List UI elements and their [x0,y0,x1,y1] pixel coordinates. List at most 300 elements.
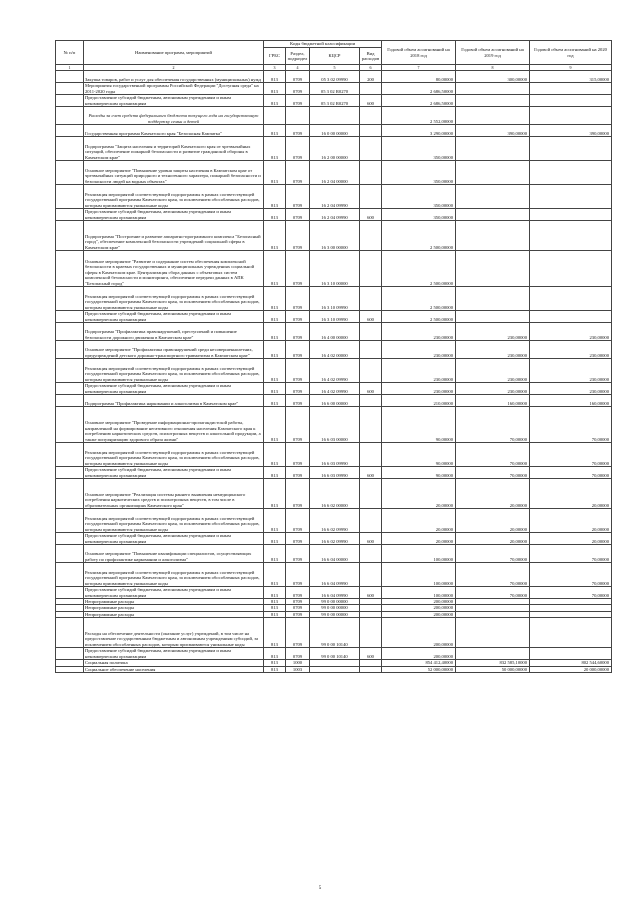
grbs-cell: 813 [264,533,286,545]
csr-cell: 16 6 04 00000 [310,545,360,563]
grbs-cell: 813 [264,359,286,383]
amount-2018-cell: 2 500,00000 [382,311,456,323]
csr-cell: 99 0 00 10140 [310,618,360,648]
amount-2019-cell [456,209,530,221]
razdel-cell: 0709 [286,71,310,83]
csr-cell: 16 6 02 00000 [310,479,360,509]
amount-2018-cell: 2 500,00000 [382,221,456,251]
amount-2019-cell: 160,00000 [456,395,530,407]
csr-cell: 99 0 00 10140 [310,648,360,660]
amount-2019-cell [456,221,530,251]
amount-2020-cell: 70,00000 [530,545,612,563]
vr-cell [360,666,382,672]
header-2019: Годовой объем ассигнований на 2019 год [456,41,530,65]
vr-cell [360,563,382,587]
grbs-cell: 813 [264,467,286,479]
amount-2020-cell: 70,00000 [530,467,612,479]
vr-cell: 600 [360,467,382,479]
table-row [56,383,612,395]
razdel-cell: 0709 [286,533,310,545]
csr-cell: 05 3 02 R0270 [310,95,360,107]
amount-2019-cell [456,137,530,161]
csr-cell: 16 3 10 09990 [310,287,360,311]
vr-cell [360,407,382,443]
header-csr: КЦСР [310,48,360,65]
razdel-cell: 0709 [286,395,310,407]
row-name-cell: Предоставление субсидий бюджетным, автономным учреждениям и иным некоммерческим организациям [84,95,264,107]
table-row [56,251,612,287]
amount-2020-cell: 802 544,60000 [530,660,612,666]
row-number-cell [56,509,84,533]
row-number-cell [56,545,84,563]
razdel-cell: 0709 [286,125,310,137]
row-name-cell: Основное мероприятие "Повышение уровня защиты населения в Камчатском крае от чрезвычайных ситуаций природного и техногенного характера, пожарной безопасности и безопасности людей на водных объектах" [84,161,264,185]
amount-2019-cell: 20,00000 [456,509,530,533]
amount-2019-cell: 20,00000 [456,533,530,545]
vr-cell [360,221,382,251]
row-number-cell [56,251,84,287]
vr-cell [360,107,382,125]
header-grbs: ГРБС [264,48,286,65]
amount-2018-cell: 210,00000 [382,395,456,407]
table-row [56,467,612,479]
row-number-cell [56,648,84,660]
vr-cell [360,443,382,467]
header-name: Наименование программ, мероприятий [84,41,264,65]
table-row [56,71,612,83]
vr-cell: 600 [360,209,382,221]
table-row [56,185,612,209]
row-name-cell: Непрограммные расходы [84,611,264,617]
razdel-cell: 0709 [286,341,310,359]
amount-2018-cell: 80,00000 [382,71,456,83]
razdel-cell: 0709 [286,599,310,605]
amount-2018-cell: 100,00000 [382,563,456,587]
index-cell: 2 [84,65,264,71]
csr-cell: 99 0 00 00000 [310,611,360,617]
amount-2020-cell [530,137,612,161]
table-row [56,83,612,95]
vr-cell [360,395,382,407]
csr-cell: 16 6 04 09990 [310,587,360,599]
budget-table-sheet [55,40,611,673]
grbs-cell: 813 [264,251,286,287]
amount-2020-cell: 20 000,00000 [530,666,612,672]
grbs-cell: 813 [264,563,286,587]
row-number-cell [56,137,84,161]
amount-2020-cell: 230,00000 [530,383,612,395]
razdel-cell: 0709 [286,509,310,533]
amount-2019-cell: 832 585,10000 [456,660,530,666]
table-row [56,323,612,341]
header-num: № п/п [56,41,84,65]
amount-2020-cell: 315,00000 [530,71,612,83]
csr-cell: 16 3 10 09990 [310,311,360,323]
razdel-cell: 0709 [286,479,310,509]
table-row [56,479,612,509]
amount-2019-cell [456,618,530,648]
amount-2018-cell: 350,00000 [382,161,456,185]
amount-2020-cell [530,185,612,209]
razdel-cell: 0709 [286,323,310,341]
amount-2018-cell: 52 000,00000 [382,666,456,672]
csr-cell: 16 3 10 00000 [310,251,360,287]
row-name-cell: Предоставление субсидий бюджетным, автономным учреждениям и иным некоммерческим организациям [84,209,264,221]
amount-2019-cell: 70,00000 [456,563,530,587]
vr-cell: 600 [360,648,382,660]
razdel-cell: 0709 [286,545,310,563]
row-number-cell [56,383,84,395]
grbs-cell [264,107,286,125]
amount-2018-cell: 200,00000 [382,648,456,660]
grbs-cell: 813 [264,611,286,617]
razdel-cell: 0709 [286,407,310,443]
row-number-cell [56,407,84,443]
row-name-cell: Реализация мероприятий соответствующей подпрограммы в рамках соответствующей государственной программы Камчатского края, за исключением обособленных расходов, которым присваиваются уникальные коды [84,185,264,209]
razdel-cell: 0709 [286,161,310,185]
row-name-cell: Социальное обеспечение населения [84,666,264,672]
vr-cell [360,509,382,533]
table-body [56,71,612,673]
vr-cell: 600 [360,383,382,395]
amount-2020-cell: 70,00000 [530,587,612,599]
grbs-cell: 813 [264,545,286,563]
amount-2020-cell: 160,00000 [530,395,612,407]
index-cell: 4 [286,65,310,71]
amount-2019-cell: 50 000,00000 [456,666,530,672]
csr-cell: 16 6 03 09990 [310,467,360,479]
grbs-cell: 813 [264,618,286,648]
row-name-cell: Подпрограмма "Защита населения и территорий Камчатского края от чрезвычайных ситуаций, обеспечение пожарной безопасности и развитие гражданской обороны в Камчатском крае" [84,137,264,161]
amount-2019-cell: 230,00000 [456,383,530,395]
vr-cell [360,618,382,648]
table-row [56,443,612,467]
row-name-cell: Предоставление субсидий бюджетным, автономным учреждениям и иным некоммерческим организациям [84,533,264,545]
grbs-cell: 813 [264,71,286,83]
amount-2019-cell: 20,00000 [456,479,530,509]
amount-2018-cell: 90,00000 [382,467,456,479]
csr-cell: 16 4 02 09990 [310,383,360,395]
csr-cell: 16 6 04 09990 [310,563,360,587]
razdel-cell: 0709 [286,83,310,95]
amount-2019-cell: 70,00000 [456,467,530,479]
row-number-cell [56,443,84,467]
vr-cell [360,137,382,161]
razdel-cell: 1000 [286,660,310,666]
grbs-cell: 813 [264,648,286,660]
vr-cell [360,479,382,509]
amount-2020-cell [530,648,612,660]
amount-2018-cell: 2 500,00000 [382,287,456,311]
row-name-cell: Реализация мероприятий соответствующей подпрограммы в рамках соответствующей государственной программы Камчатского края, за исключением обособленных расходов, которым присваиваются уникальные коды [84,287,264,311]
amount-2020-cell [530,221,612,251]
amount-2019-cell: 230,00000 [456,341,530,359]
razdel-cell: 0709 [286,311,310,323]
row-number-cell [56,95,84,107]
amount-2018-cell: 2 552,00000 [382,107,456,125]
razdel-cell: 0709 [286,587,310,599]
csr-cell: 16 6 02 09990 [310,533,360,545]
grbs-cell: 813 [264,287,286,311]
table-row [56,648,612,660]
razdel-cell: 0709 [286,605,310,611]
row-number-cell [56,618,84,648]
row-number-cell [56,359,84,383]
table-row [56,533,612,545]
razdel-cell: 0709 [286,467,310,479]
amount-2018-cell: 20,00000 [382,479,456,509]
vr-cell: 200 [360,71,382,83]
razdel-cell: 0709 [286,618,310,648]
grbs-cell: 813 [264,95,286,107]
row-number-cell [56,221,84,251]
amount-2018-cell: 350,00000 [382,185,456,209]
row-name-cell: Реализация мероприятий соответствующей подпрограммы в рамках соответствующей государственной программы Камчатского края, за исключением обособленных расходов, которым присваиваются уникальные коды [84,563,264,587]
row-number-cell [56,666,84,672]
csr-cell: 05 3 02 R0270 [310,83,360,95]
csr-cell: 16 6 02 09990 [310,509,360,533]
csr-cell: 05 3 02 09990 [310,71,360,83]
amount-2020-cell [530,311,612,323]
amount-2020-cell: 70,00000 [530,443,612,467]
row-name-cell: Предоставление субсидий бюджетным, автономным учреждениям и иным некоммерческим организациям [84,587,264,599]
row-number-cell [56,563,84,587]
vr-cell [360,323,382,341]
csr-cell: 99 0 00 00000 [310,605,360,611]
amount-2019-cell: 300,00000 [456,71,530,83]
amount-2018-cell: 2 686,50000 [382,83,456,95]
index-cell: 3 [264,65,286,71]
amount-2019-cell [456,83,530,95]
vr-cell [360,83,382,95]
row-name-cell: Предоставление субсидий бюджетным, автономным учреждениям и иным некоммерческим организациям [84,467,264,479]
amount-2020-cell: 70,00000 [530,563,612,587]
vr-cell [360,287,382,311]
razdel-cell: 0709 [286,137,310,161]
row-name-cell: Подпрограмма "Построение и развитие аппаратно-программного комплекса "Безопасный город", обеспечение комплексной безопасности учреждений социальной сферы в Камчатском крае" [84,221,264,251]
vr-cell [360,251,382,287]
razdel-cell: 0709 [286,251,310,287]
amount-2018-cell: 350,00000 [382,209,456,221]
row-number-cell [56,323,84,341]
amount-2018-cell: 2 686,50000 [382,95,456,107]
grbs-cell: 813 [264,341,286,359]
vr-cell [360,359,382,383]
header-budget-codes: Коды бюджетной классификации [264,41,382,48]
row-name-cell: Предоставление субсидий бюджетным, автономным учреждениям и иным некоммерческим организациям [84,311,264,323]
table-row [56,509,612,533]
csr-cell: 16 6 03 09990 [310,443,360,467]
csr-cell: 16 4 02 00000 [310,341,360,359]
amount-2019-cell: 70,00000 [456,545,530,563]
amount-2018-cell: 854 412,40000 [382,660,456,666]
vr-cell [360,161,382,185]
vr-cell: 600 [360,533,382,545]
amount-2019-cell: 230,00000 [456,359,530,383]
table-row [56,287,612,311]
index-cell: 6 [360,65,382,71]
row-name-cell: Основное мероприятие "Развитие и содержание систем обеспечения комплексной безопасности в краевых государственных и муниципальных учреждениях социальной сферы в Камчатском крае. Централизация сбора данных с объектовых систем комплексной безопасности и мониторинга, обеспечение передачи данных в АПК "Безопасный город" [84,251,264,287]
row-name-cell: Социальная политика [84,660,264,666]
table-row [56,666,612,672]
razdel-cell: 0709 [286,611,310,617]
row-name-cell: Непрограммные расходы [84,605,264,611]
row-number-cell [56,287,84,311]
row-name-cell: Расходы на обеспечение деятельности (оказание услуг) учреждений, в том числе на предоставление государственным бюджетным и автономным учреждениям субсидий, за исключением обособленных расходов, которым присваиваются уникальные коды [84,618,264,648]
amount-2020-cell: 20,00000 [530,479,612,509]
amount-2020-cell [530,83,612,95]
table-row [56,221,612,251]
row-number-cell [56,71,84,83]
grbs-cell: 813 [264,125,286,137]
amount-2020-cell [530,95,612,107]
amount-2020-cell [530,209,612,221]
header-2018: Годовой объем ассигнований на 2018 год [382,41,456,65]
table-row [56,161,612,185]
razdel-cell: 0709 [286,359,310,383]
index-cell: 5 [310,65,360,71]
row-number-cell [56,533,84,545]
amount-2018-cell: 230,00000 [382,383,456,395]
amount-2018-cell: 90,00000 [382,443,456,467]
table-row [56,563,612,587]
grbs-cell: 813 [264,509,286,533]
amount-2019-cell: 70,00000 [456,587,530,599]
row-name-cell: Основное мероприятие "Реализация системы раннего выявления немедицинского потребления наркотических средств и психотропных веществ, в том числе в образовательных организациях Камчатского края" [84,479,264,509]
grbs-cell: 813 [264,587,286,599]
table-row [56,125,612,137]
index-cell: 8 [456,65,530,71]
csr-cell: 16 2 04 09990 [310,209,360,221]
row-name-cell: Основное мероприятие "Проведение информационно-пропагандистской работы, направленной на формирование негативного отношения населения Камчатского края к потреблению наркотических средств, психотропных веществ и алкогольной продукции, а также популяризацию здорового образа жизни" [84,407,264,443]
csr-cell: 16 2 04 09990 [310,185,360,209]
row-number-cell [56,107,84,125]
amount-2019-cell: 70,00000 [456,443,530,467]
vr-cell: 600 [360,95,382,107]
amount-2019-cell [456,648,530,660]
amount-2018-cell: 2 500,00000 [382,251,456,287]
csr-cell: 16 2 00 00000 [310,137,360,161]
vr-cell: 600 [360,311,382,323]
amount-2018-cell: 200,00000 [382,599,456,605]
row-name-cell: Предоставление субсидий бюджетным, автономным учреждениям и иным некоммерческим организациям [84,383,264,395]
razdel-cell: 0709 [286,383,310,395]
grbs-cell: 813 [264,323,286,341]
table-row [56,107,612,125]
razdel-cell: 0709 [286,221,310,251]
table-row [56,618,612,648]
row-number-cell [56,83,84,95]
amount-2018-cell: 100,00000 [382,545,456,563]
grbs-cell: 813 [264,479,286,509]
csr-cell: 16 6 00 00000 [310,395,360,407]
vr-cell: 600 [360,587,382,599]
header-razdel: Раздел, подраздел [286,48,310,65]
table-row [56,137,612,161]
amount-2019-cell [456,287,530,311]
grbs-cell: 813 [264,161,286,185]
table-row [56,587,612,599]
razdel-cell: 0709 [286,95,310,107]
amount-2020-cell: 230,00000 [530,341,612,359]
row-name-cell: Расходы за счет средств федерального бюджета текущего года на государственную поддержку семьи и детей [84,107,264,125]
amount-2019-cell: 70,00000 [456,407,530,443]
csr-cell [310,107,360,125]
row-name-cell: Реализация мероприятий соответствующей подпрограммы в рамках соответствующей государственной программы Камчатского края, за исключением обособленных расходов, которым присваиваются уникальные коды [84,509,264,533]
amount-2018-cell: 3 290,00000 [382,125,456,137]
row-number-cell [56,161,84,185]
row-number-cell [56,587,84,599]
row-name-cell: Непрограммные расходы [84,599,264,605]
row-name-cell: Основное мероприятие "Профилактика правонарушений среди несовершеннолетних, предупреждений детского дорожно-транспортного травматизма в Камчатском крае" [84,341,264,359]
amount-2020-cell [530,251,612,287]
vr-cell [360,545,382,563]
grbs-cell: 813 [264,605,286,611]
row-number-cell [56,209,84,221]
amount-2019-cell [456,107,530,125]
row-name-cell: Подпрограмма "Профилактика правонарушений, преступлений и повышение безопасности дорожного движения в Камчатском крае" [84,323,264,341]
grbs-cell: 813 [264,407,286,443]
amount-2018-cell: 350,00000 [382,137,456,161]
table-row [56,407,612,443]
amount-2019-cell [456,95,530,107]
header-vr: Вид расходов [360,48,382,65]
row-name-cell: Мероприятия государственной программы Российской Федерации "Доступная среда" на 2011-2020 годы [84,83,264,95]
index-cell: 7 [382,65,456,71]
amount-2020-cell [530,107,612,125]
amount-2018-cell: 200,00000 [382,611,456,617]
row-number-cell [56,341,84,359]
csr-cell: 99 0 00 00000 [310,599,360,605]
amount-2020-cell: 20,00000 [530,509,612,533]
table-row [56,209,612,221]
amount-2019-cell: 230,00000 [456,323,530,341]
razdel-cell: 0709 [286,648,310,660]
budget-table [55,40,612,673]
row-number-cell [56,185,84,209]
csr-cell: 16 4 02 09990 [310,359,360,383]
amount-2019-cell [456,185,530,209]
index-cell: 9 [530,65,612,71]
amount-2020-cell: 70,00000 [530,407,612,443]
grbs-cell: 813 [264,383,286,395]
csr-cell: 16 6 03 00000 [310,407,360,443]
amount-2018-cell: 230,00000 [382,341,456,359]
razdel-cell: 0709 [286,209,310,221]
amount-2020-cell [530,618,612,648]
page-number: 5 [318,886,322,891]
razdel-cell: 0709 [286,443,310,467]
grbs-cell: 813 [264,311,286,323]
amount-2018-cell: 20,00000 [382,509,456,533]
row-name-cell: Государственная программа Камчатского края "Безопасная Камчатка" [84,125,264,137]
grbs-cell: 813 [264,443,286,467]
grbs-cell: 813 [264,666,286,672]
amount-2018-cell: 230,00000 [382,359,456,383]
amount-2020-cell [530,287,612,311]
razdel-cell: 0709 [286,287,310,311]
grbs-cell: 813 [264,185,286,209]
table-row [56,95,612,107]
amount-2020-cell: 390,00000 [530,125,612,137]
grbs-cell: 813 [264,395,286,407]
row-name-cell: Закупка товаров, работ и услуг для обеспечения государственных (муниципальных) нужд [84,71,264,83]
amount-2018-cell: 90,00000 [382,407,456,443]
row-name-cell: Предоставление субсидий бюджетным, автономным учреждениям и иным некоммерческим организациям [84,648,264,660]
vr-cell [360,125,382,137]
grbs-cell: 813 [264,221,286,251]
amount-2019-cell [456,161,530,185]
